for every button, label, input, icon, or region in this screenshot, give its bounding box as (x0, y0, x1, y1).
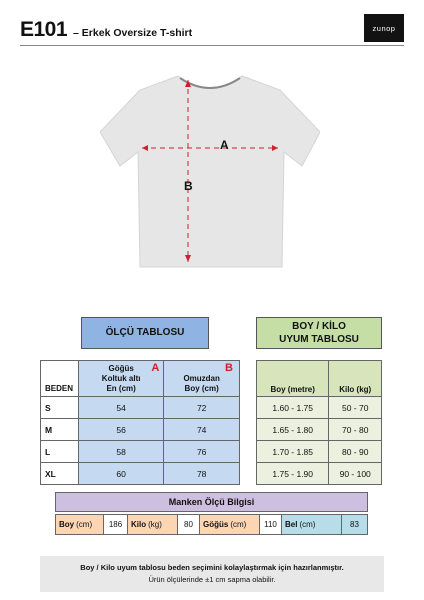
header-mark-b: B (225, 362, 233, 374)
table-row (257, 419, 382, 441)
header-omuz-line2: Boy (cm) (184, 384, 219, 393)
manken-kilo-value: 80 (178, 515, 200, 534)
header-gogus-line2: Koltuk altı (101, 374, 141, 383)
boy-kilo-table (256, 360, 382, 485)
olcu-table-title (81, 317, 209, 349)
header-beden: BEDEN (41, 361, 79, 397)
product-code: E101 (20, 18, 68, 41)
boy-kilo-title-line1: BOY / KİLO (292, 320, 346, 332)
brand-logo: zunop (364, 14, 404, 42)
header-divider (20, 45, 404, 46)
manken-kilo-label-text: Kilo (131, 520, 147, 529)
header-mark-a: A (151, 362, 160, 374)
cell-boy-range: 1.65 - 1.80 (257, 419, 329, 441)
manken-boy-label (56, 515, 104, 534)
olcu-table (40, 360, 240, 485)
cell-en: 54 (78, 397, 163, 419)
manken-gogus-label-text: Göğüs (203, 520, 229, 529)
header-boy-metre: Boy (metre) (257, 361, 329, 397)
manken-bel-label (282, 515, 342, 534)
cell-en: 58 (78, 441, 163, 463)
boy-kilo-title-line2: UYUM TABLOSU (279, 334, 359, 345)
cell-beden: XL (41, 463, 79, 485)
manken-gogus-unit: (cm) (230, 520, 247, 529)
cell-beden: S (41, 397, 79, 419)
cell-kilo-range: 70 - 80 (329, 419, 382, 441)
header-gogus-line3: En (cm) (106, 384, 136, 393)
boy-kilo-table-title (256, 317, 382, 349)
manken-kilo-unit: (kg) (148, 520, 162, 529)
manken-bel-unit: (cm) (299, 520, 316, 529)
manken-title: Manken Ölçü Bilgisi (55, 492, 368, 512)
header-omuz (164, 361, 240, 397)
header (20, 18, 192, 44)
manken-boy-label-text: Boy (59, 520, 75, 529)
table-row (257, 397, 382, 419)
header-gogus-line1: Göğüs (108, 364, 134, 373)
table-row (257, 441, 382, 463)
manken-bel-label-text: Bel (285, 520, 298, 529)
cell-boy-range: 1.60 - 1.75 (257, 397, 329, 419)
cell-boy-range: 1.70 - 1.85 (257, 441, 329, 463)
manken-bel-value: 83 (342, 515, 367, 534)
cell-boy: 78 (164, 463, 240, 485)
tshirt-shape (100, 76, 320, 267)
cell-kilo-range: 50 - 70 (329, 397, 382, 419)
olcu-table-title-text: ÖLÇÜ TABLOSU (105, 327, 185, 339)
note-line1: Boy / Kilo uyum tablosu beden seçimini kolaylaştırmak için hazırlanmıştır. (80, 563, 344, 572)
table-row (41, 463, 240, 485)
cell-boy: 74 (164, 419, 240, 441)
cell-beden: M (41, 419, 79, 441)
header-kilo: Kilo (kg) (329, 361, 382, 397)
label-b: B (184, 179, 193, 193)
table-row (41, 397, 240, 419)
info-note (40, 556, 384, 592)
manken-boy-value: 186 (104, 515, 128, 534)
product-subtitle: – Erkek Oversize T-shirt (73, 27, 193, 39)
cell-en: 56 (78, 419, 163, 441)
cell-en: 60 (78, 463, 163, 485)
manken-kilo-label (128, 515, 178, 534)
cell-kilo-range: 80 - 90 (329, 441, 382, 463)
manken-boy-unit: (cm) (76, 520, 93, 529)
tshirt-diagram (100, 62, 320, 274)
manken-gogus-label (200, 515, 260, 534)
cell-beden: L (41, 441, 79, 463)
manken-gogus-value: 110 (260, 515, 282, 534)
cell-boy-range: 1.75 - 1.90 (257, 463, 329, 485)
label-a: A (220, 138, 229, 152)
boy-kilo-header (257, 361, 382, 397)
table-row (41, 419, 240, 441)
cell-boy: 72 (164, 397, 240, 419)
manken-info-row (55, 514, 368, 535)
header-omuz-line1: Omuzdan (183, 374, 220, 383)
table-row (257, 463, 382, 485)
olcu-table-header (41, 361, 240, 397)
table-row (41, 441, 240, 463)
note-line2: Ürün ölçülerinde ±1 cm sapma olabilir. (148, 575, 276, 584)
cell-boy: 76 (164, 441, 240, 463)
header-gogus (78, 361, 163, 397)
cell-kilo-range: 90 - 100 (329, 463, 382, 485)
